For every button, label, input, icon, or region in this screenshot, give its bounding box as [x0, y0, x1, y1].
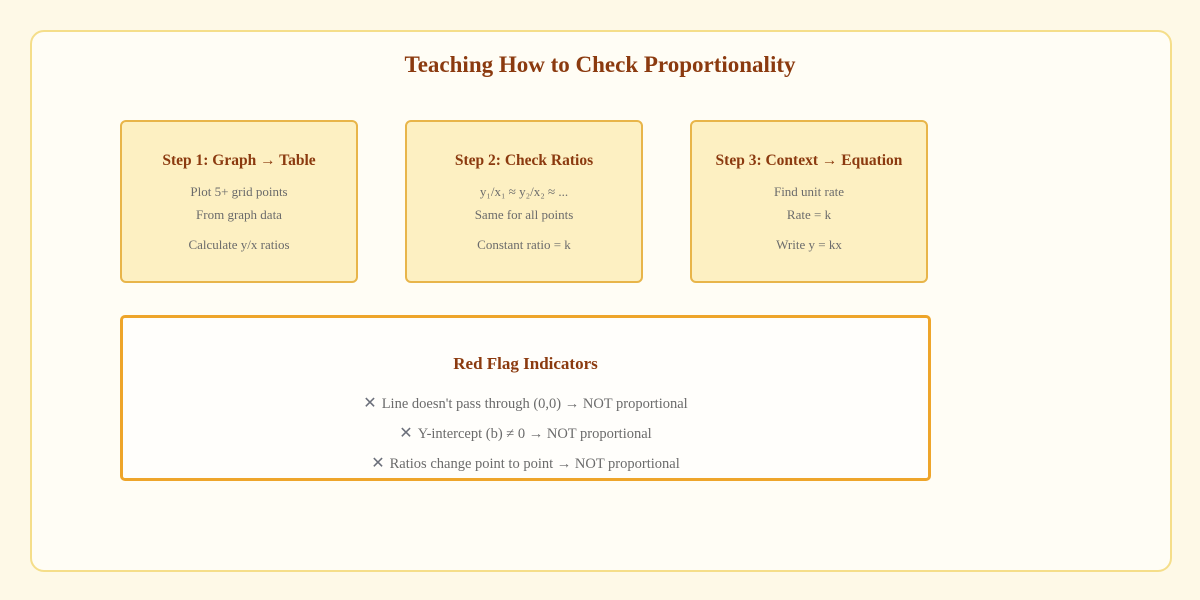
red-flag-text: Ratios change point to point → NOT proportional [389, 456, 680, 472]
step-2-line-1: y₁/x₁ ≈ y₂/x₂ ≈ ... [479, 184, 569, 199]
red-flag-text: Y-intercept (b) ≠ 0 → NOT proportional [417, 426, 652, 442]
red-flag-item [123, 393, 928, 413]
x-mark-icon: ✕ [371, 453, 385, 472]
step-1-line-3: Calculate y/x ratios [188, 237, 290, 252]
red-flag-item [123, 423, 928, 443]
step-3-line-3: Write y = kx [776, 237, 842, 252]
step-1-line-1: Plot 5+ grid points [190, 184, 288, 199]
x-mark-icon: ✕ [363, 393, 377, 412]
step-3-line-1: Find unit rate [773, 184, 845, 199]
step-3-title: Step 3: Context → Equation [715, 152, 903, 169]
red-flag-item [123, 453, 928, 473]
diagram-title: Teaching How to Check Proportionality [404, 52, 796, 77]
step-1-line-2: From graph data [196, 207, 282, 222]
diagram-frame [30, 30, 1172, 572]
step-2-line-3: Constant ratio = k [477, 237, 571, 252]
step-3-line-2: Rate = k [786, 207, 832, 222]
step-2-title: Step 2: Check Ratios [454, 152, 594, 169]
red-flags-box [120, 315, 931, 481]
step-2-line-2: Same for all points [474, 207, 574, 222]
red-flag-text: Line doesn't pass through (0,0) → NOT proportional [381, 396, 688, 412]
step-1-title: Step 1: Graph → Table [162, 152, 316, 169]
x-mark-icon: ✕ [399, 423, 413, 442]
step-2-box [405, 120, 643, 283]
step-3-box [690, 120, 928, 283]
step-1-box [120, 120, 358, 283]
red-flags-title: Red Flag Indicators [453, 354, 598, 373]
